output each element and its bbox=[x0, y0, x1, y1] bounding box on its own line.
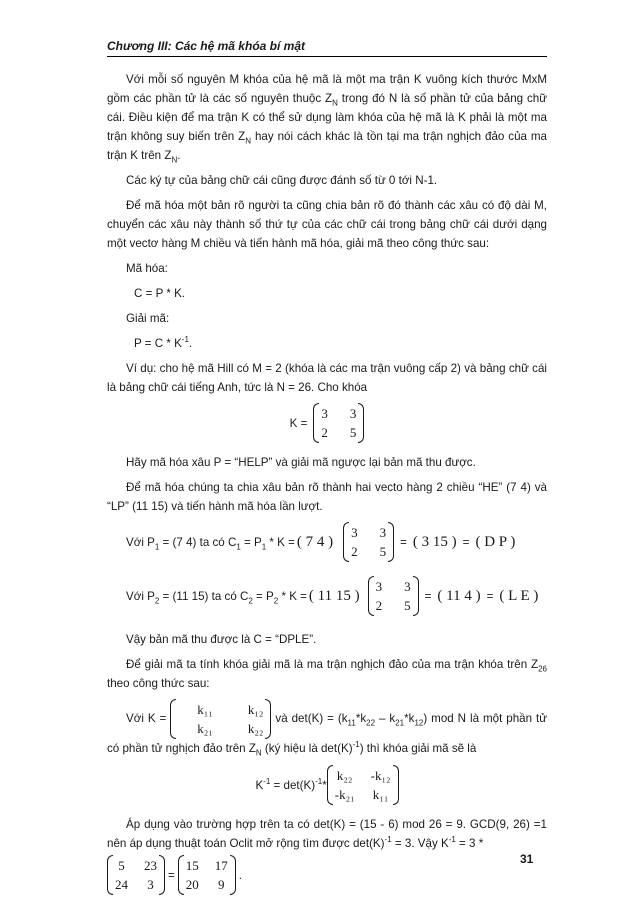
page-content bbox=[107, 70, 547, 895]
cipher-letters-2: ( L E ) bbox=[499, 587, 539, 604]
key-matrix-step-1: 3 3 2 5 bbox=[343, 522, 394, 562]
paragraph-cipher-result: Vậy bản mã thu được là C = “DPLE”. bbox=[126, 633, 317, 646]
key-matrix-row bbox=[107, 403, 547, 443]
paragraph-apply: Áp dụng vào trường hợp trên ta có det(K) = (15 - 6) mod 26 = 9. GCD(9, 26) =1 nên áp dụng thuật toán Oclit mở rộng tìm được $\det(K)^{-1} = 3$. Vậy $K^{-1} = 3$ * bbox=[107, 818, 547, 850]
paragraph-decrypt-intro: Để giải mã ta tính khóa giải mã là ma trận nghịch đảo của ma trận khóa trên $Z_{26}$ theo công thức sau: bbox=[107, 658, 547, 690]
paragraph-split: Để mã hóa chúng ta chia xâu bản rõ thành hai vecto hàng 2 chiều “HE” (7 4) và “LP” (11 15) và tiến hành mã hóa lần lượt. bbox=[107, 481, 547, 513]
inverse-key-matrix: 15 17 20 9 bbox=[178, 855, 236, 895]
cipher-vector-2: ( 11 4 ) bbox=[437, 587, 481, 604]
key-label: K = bbox=[289, 416, 308, 430]
encrypt-label: Mã hóa: bbox=[126, 262, 168, 275]
key-matrix: 3 3 2 5 bbox=[313, 403, 364, 443]
cipher-letters-1: ( D P ) bbox=[475, 533, 516, 550]
inverse-formula-row: $K^{-1} = \det(K)^{-1}*$ k₂₂ -k₁₂ -k₂₁ k₁₁ bbox=[107, 765, 547, 805]
page-number: 31 bbox=[520, 852, 534, 866]
chapter-header: Chương III: Các hệ mã khóa bí mật bbox=[107, 39, 305, 53]
inverse-result-row: 5 23 24 3 = 15 17 20 9 . bbox=[107, 855, 547, 895]
paragraph-alphabet: Các ký tự của bảng chữ cái cũng được đánh số từ 0 tới N-1. bbox=[126, 174, 438, 187]
paragraph-method: Để mã hóa một bản rõ người ta cũng chia bản rõ đó thành các xâu có độ dài M, chuyển các xâu này thành số thứ tự của các chữ cái trong bảng chữ cái dưới dạng một vectơ hàng M chiều và tiến hành mã hóa, giải mã theo công thức sau: bbox=[107, 199, 547, 250]
decrypt-label: Giải mã: bbox=[126, 312, 170, 325]
plaintext-vector-1: ( 7 4 ) bbox=[296, 533, 334, 550]
cipher-vector-1: ( 3 15 ) bbox=[412, 533, 457, 550]
encrypt-step-1: Với $P_1 = (7$ 4) ta có $C_1 = P_1 * K$ = ( 7 4 ) 3 3 2 5 = ( 3 15 ) = ( D P ) bbox=[107, 522, 547, 562]
encrypt-step-2: Với $P_2 = (11$ 15) ta có $C_2 = P_2 * K$ = ( 11 15 ) 3 3 2 5 = ( 11 4 ) = ( L E ) bbox=[107, 576, 547, 616]
header-rule bbox=[107, 56, 547, 57]
plaintext-vector-2: ( 11 15 ) bbox=[308, 587, 360, 604]
adjugate-numeric-matrix: 5 23 24 3 bbox=[107, 855, 165, 895]
paragraph-determinant: Với K = k₁₁ k₁₂ k₂₁ k₂₂ và $\det(K) = (k_{11}*k_{22} - k_{21}*k_{12})$ mod N là một phần tử có phần tử nghịch đảo trên $Z_N$ (ký hiệu là $\det(K)^{-1}$) thì khóa giải mã sẽ là bbox=[107, 699, 547, 759]
general-key-matrix: k₁₁ k₁₂ k₂₁ k₂₂ bbox=[170, 699, 271, 739]
encrypt-formula: C = P * K. bbox=[134, 287, 186, 300]
adjugate-matrix: k₂₂ -k₁₂ -k₂₁ k₁₁ bbox=[327, 765, 399, 805]
paragraph-example: Ví dụ: cho hệ mã Hill có M = 2 (khóa là các ma trận vuông cấp 2) và bảng chữ cái là bảng chữ cái tiếng Anh, tức là N = 26. Cho khóa bbox=[107, 362, 547, 394]
paragraph-key-definition: Với mỗi số nguyên M khóa của hệ mã là một ma trận K vuông kích thước MxM gồm các phần tử là các số nguyên thuộc $Z_N$ trong đó N là số phần tử của bảng chữ cái. Điều kiện để ma trận K có thể sử dụng làm khóa của hệ mã là K phải là một ma trận không suy biến trên $Z_N$ hay nói cách khác là tồn tại ma trận nghịch đảo của ma trận K trên $Z_N$. bbox=[107, 73, 547, 165]
paragraph-task: Hãy mã hóa xâu P = “HELP” và giải mã ngược lại bản mã thu được. bbox=[126, 456, 476, 469]
decrypt-formula: $P = C * K^{-1}$. bbox=[134, 335, 193, 350]
key-matrix-step-2: 3 3 2 5 bbox=[368, 576, 419, 616]
